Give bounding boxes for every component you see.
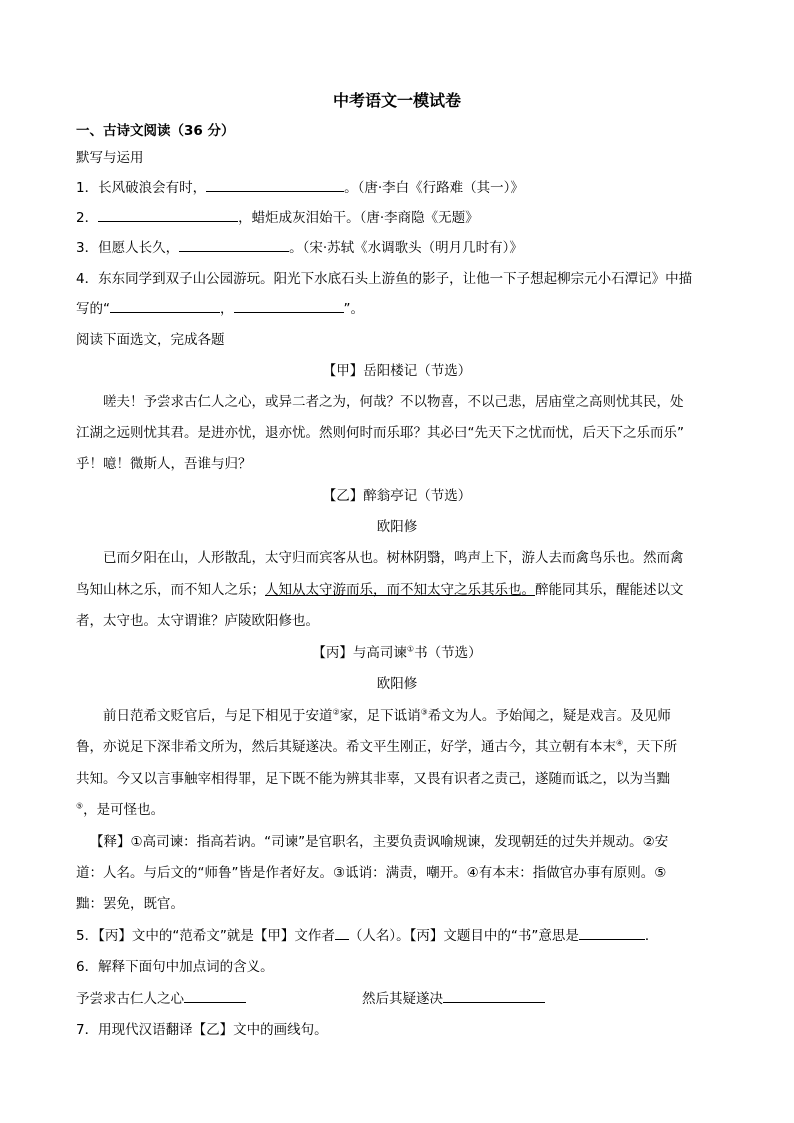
reading-instruction: 阅读下面选文，完成各题	[76, 332, 225, 348]
passage-bing-line: 前日范希文贬官后，与足下相见于安道②家，足下诋诮③希文为人。予始闻之，疑是戏言。及见师	[103, 707, 671, 724]
notes-line: 黜：罢免，既官。	[76, 896, 184, 912]
passage-bing-author: 欧阳修	[376, 676, 418, 692]
subsection-label: 默写与运用	[76, 150, 144, 166]
answer-blank[interactable]	[443, 990, 545, 1003]
answer-blank[interactable]	[179, 239, 289, 252]
passage-yi-line: 鸟知山林之乐，而不知人之乐；人知从太守游而乐，而不知太守之乐其乐也。醉能同其乐，醒能述以文	[76, 582, 684, 598]
passage-jia-title: 【甲】岳阳楼记（节选）	[322, 363, 472, 379]
answer-blank[interactable]	[335, 927, 349, 940]
passage-bing-line: 鲁，亦说足下深非希文所为，然后其疑遂决。希文平生刚正，好学，通古今，其立朝有本末④，天下所	[76, 738, 678, 755]
passage-yi-line: 者，太守也。太守谓谁？庐陵欧阳修也。	[76, 613, 319, 629]
answer-blank[interactable]	[206, 179, 344, 192]
question-6-item-a: 予尝求古仁人之心	[76, 987, 246, 1007]
section-heading: 一、古诗文阅读（36 分）	[76, 123, 235, 139]
passage-jia-line: 乎！噫！微斯人，吾谁与归？	[76, 456, 252, 472]
question-7: 7．用现代汉语翻译【乙】文中的画线句。	[76, 1022, 328, 1038]
passage-jia-line: 江湖之远则忧其君。是进亦忧，退亦忧。然则何时而乐耶？其必曰“先天下之忧而忧，后天下之乐而乐”	[76, 425, 684, 441]
passage-bing-line: 共知。今又以言事触宰相得罪，足下既不能为辨其非辜，又畏有识者之责己，遂随而诋之，以为当黜	[76, 771, 670, 787]
question-4-line-2: 写的“ ， ”。	[76, 301, 364, 317]
notes-line: 【释】①高司谏：指高若讷。“司谏”是官职名，主要负责讽喻规谏，发现朝廷的过失并规动。②安	[90, 834, 669, 850]
page-title: 中考语文一模试卷	[332, 91, 461, 110]
question-2: 2． ，蜡炬成灰泪始干。（唐·李商隐《无题》	[76, 210, 479, 226]
passage-yi-line: 已而夕阳在山，人形散乱，太守归而宾客从也。树林阴翳，鸣声上下，游人去而禽鸟乐也。然而禽	[103, 550, 684, 566]
question-5: 5．【丙】文中的“范希文”就是【甲】文作者 （人名）。【丙】文题目中的“书”意思是 ．	[76, 928, 659, 944]
question-1: 1．长风破浪会有时， 。（唐·李白《行路难（其一）》	[76, 180, 524, 196]
notes-line: 道：人名。与后文的“师鲁”皆是作者好友。③诋诮：满责，嘲开。④有本末：指做官办事有原则。⑤	[76, 865, 667, 881]
passage-jia-line: 嗟夫！予尝求古仁人之心，或异二者之为，何哉？不以物喜，不以己悲，居庙堂之高则忧其民，处	[103, 394, 684, 410]
passage-bing-line: ⑤，是可怪也。	[76, 801, 165, 818]
answer-blank[interactable]	[110, 300, 220, 313]
question-6-item-b: 然后其疑遂决	[362, 987, 545, 1007]
answer-blank[interactable]	[98, 209, 238, 222]
answer-blank[interactable]	[234, 300, 344, 313]
answer-blank[interactable]	[579, 927, 645, 940]
passage-yi-author: 欧阳修	[376, 519, 418, 535]
answer-blank[interactable]	[184, 990, 246, 1003]
question-3: 3．但愿人长久， 。（宋·苏轼《水调歌头（明月几时有）》	[76, 240, 523, 256]
question-4-line-1: 4．东东同学到双子山公园游玩。阳光下水底石头上游鱼的影子，让他一下子想起柳宗元小石潭记》中描	[76, 271, 693, 287]
underlined-sentence: 人知从太守游而乐，而不知太守之乐其乐也。	[265, 582, 535, 598]
passage-bing-title: 【丙】与高司谏①书（节选）	[312, 644, 482, 661]
question-6: 6．解释下面句中加点词的含义。	[76, 959, 274, 975]
passage-yi-title: 【乙】醉翁亭记（节选）	[322, 488, 472, 504]
